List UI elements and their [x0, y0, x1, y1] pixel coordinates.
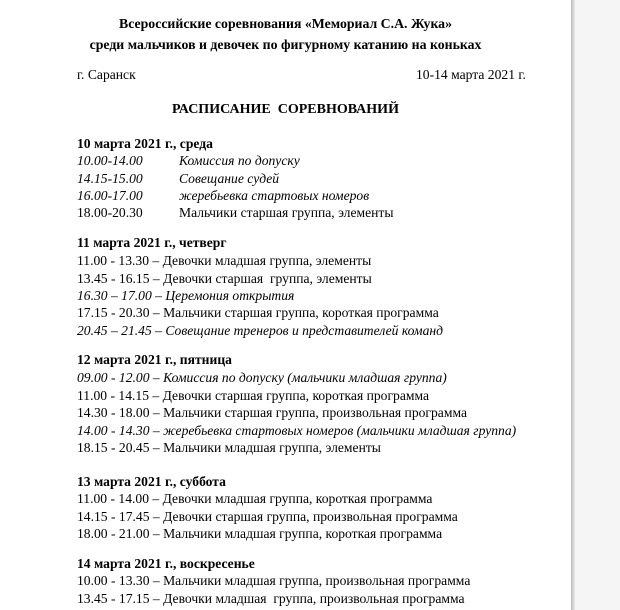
schedule-entry	[77, 508, 458, 525]
city: г. Саранск	[77, 67, 136, 82]
schedule-entry	[77, 287, 294, 304]
day-header: 13 марта 2021 г., суббота	[77, 474, 226, 489]
schedule-entry	[77, 490, 432, 507]
schedule-entry	[77, 187, 369, 204]
schedule-entry	[77, 404, 467, 421]
schedule-title: РАСПИСАНИЕ СОРЕВНОВАНИЙ	[172, 102, 399, 117]
entry-text: Совещание судей	[179, 171, 280, 186]
entry-text: Девочки младшая группа, короткая программа	[162, 491, 433, 506]
schedule-entry	[77, 369, 447, 386]
entry-text: жеребьевка стартовых номеров (мальчики младшая группа)	[163, 423, 517, 438]
event-dates: 10-14 марта 2021 г.	[416, 67, 526, 82]
document-title-line-1: Всероссийские соревнования «Мемориал С.А. Жука»	[119, 16, 452, 31]
schedule-entry	[77, 170, 279, 187]
entry-text: Мальчики младшая группа, короткая программа	[163, 526, 443, 541]
entry-text: Церемония открытия	[165, 288, 295, 303]
entry-text: Девочки младшая группа, произвольная программа	[163, 591, 465, 606]
schedule-entry	[77, 422, 516, 439]
entry-time: 14.00 - 14.30 –	[77, 423, 164, 438]
entry-time: 10.00-14.00	[77, 153, 143, 168]
entry-time: 20.45 – 21.45 –	[77, 323, 166, 338]
entry-text: Девочки старшая группа, элементы	[163, 271, 372, 286]
entry-text: Мальчики младшая группа, произвольная программа	[163, 573, 471, 588]
schedule-entry	[77, 152, 300, 169]
page-edge-shadow	[571, 0, 575, 610]
schedule-entry	[77, 322, 443, 339]
schedule-entry	[77, 572, 470, 589]
entry-time: 13.45 - 16.15 –	[77, 271, 164, 286]
entry-time: 16.00-17.00	[77, 188, 143, 203]
entry-time: 18.00-20.30	[77, 205, 143, 220]
entry-text: жеребьевка стартовых номеров	[179, 188, 370, 203]
day-header: 10 марта 2021 г., среда	[77, 136, 213, 151]
day-header: 14 марта 2021 г., воскресенье	[77, 556, 255, 571]
entry-time: 14.30 - 18.00 –	[77, 405, 164, 420]
entry-time: 18.15 - 20.45 –	[77, 440, 164, 455]
entry-time: 13.45 - 17.15 –	[77, 591, 164, 606]
entry-text: Девочки младшая группа, элементы	[162, 253, 372, 268]
schedule-entry	[77, 525, 442, 542]
entry-time: 17.15 - 20.30 –	[77, 305, 164, 320]
entry-text: Комиссия по допуску	[179, 153, 300, 168]
entry-time: 11.00 - 14.00 –	[77, 491, 163, 506]
entry-time: 14.15-15.00	[77, 171, 143, 186]
schedule-entry	[77, 252, 371, 269]
entry-time: 10.00 - 13.30 –	[77, 573, 164, 588]
entry-text: Мальчики младшая группа, элементы	[163, 440, 381, 455]
entry-time: 11.00 - 14.15 –	[77, 388, 163, 403]
schedule-entry	[77, 270, 372, 287]
entry-text: Мальчики старшая группа, произвольная программа	[163, 405, 467, 420]
schedule-entry	[77, 590, 465, 607]
entry-time: 11.00 - 13.30 –	[77, 253, 163, 268]
entry-time: 16.30 – 17.00 –	[77, 288, 166, 303]
entry-text: Мальчики старшая группа, короткая программа	[163, 305, 439, 320]
entry-text: Девочки старшая группа, произвольная программа	[163, 509, 458, 524]
schedule-entry	[77, 304, 439, 321]
document-title-line-2: среди мальчиков и девочек по фигурному катанию на коньках	[89, 37, 482, 52]
entry-time: 18.00 - 21.00 –	[77, 526, 164, 541]
entry-time: 09.00 - 12.00 –	[77, 370, 164, 385]
schedule-entry	[77, 204, 393, 221]
entry-text: Мальчики старшая группа, элементы	[179, 205, 394, 220]
entry-text: Девочки старшая группа, короткая программа	[162, 388, 430, 403]
entry-text: Комиссия по допуску (мальчики младшая группа)	[163, 370, 447, 385]
day-header: 12 марта 2021 г., пятница	[77, 352, 232, 367]
entry-text: Совещание тренеров и представителей команд	[165, 323, 444, 338]
schedule-entry	[77, 439, 381, 456]
entry-time: 14.15 - 17.45 –	[77, 509, 164, 524]
day-header: 11 марта 2021 г., четверг	[77, 235, 227, 250]
schedule-entry	[77, 387, 429, 404]
